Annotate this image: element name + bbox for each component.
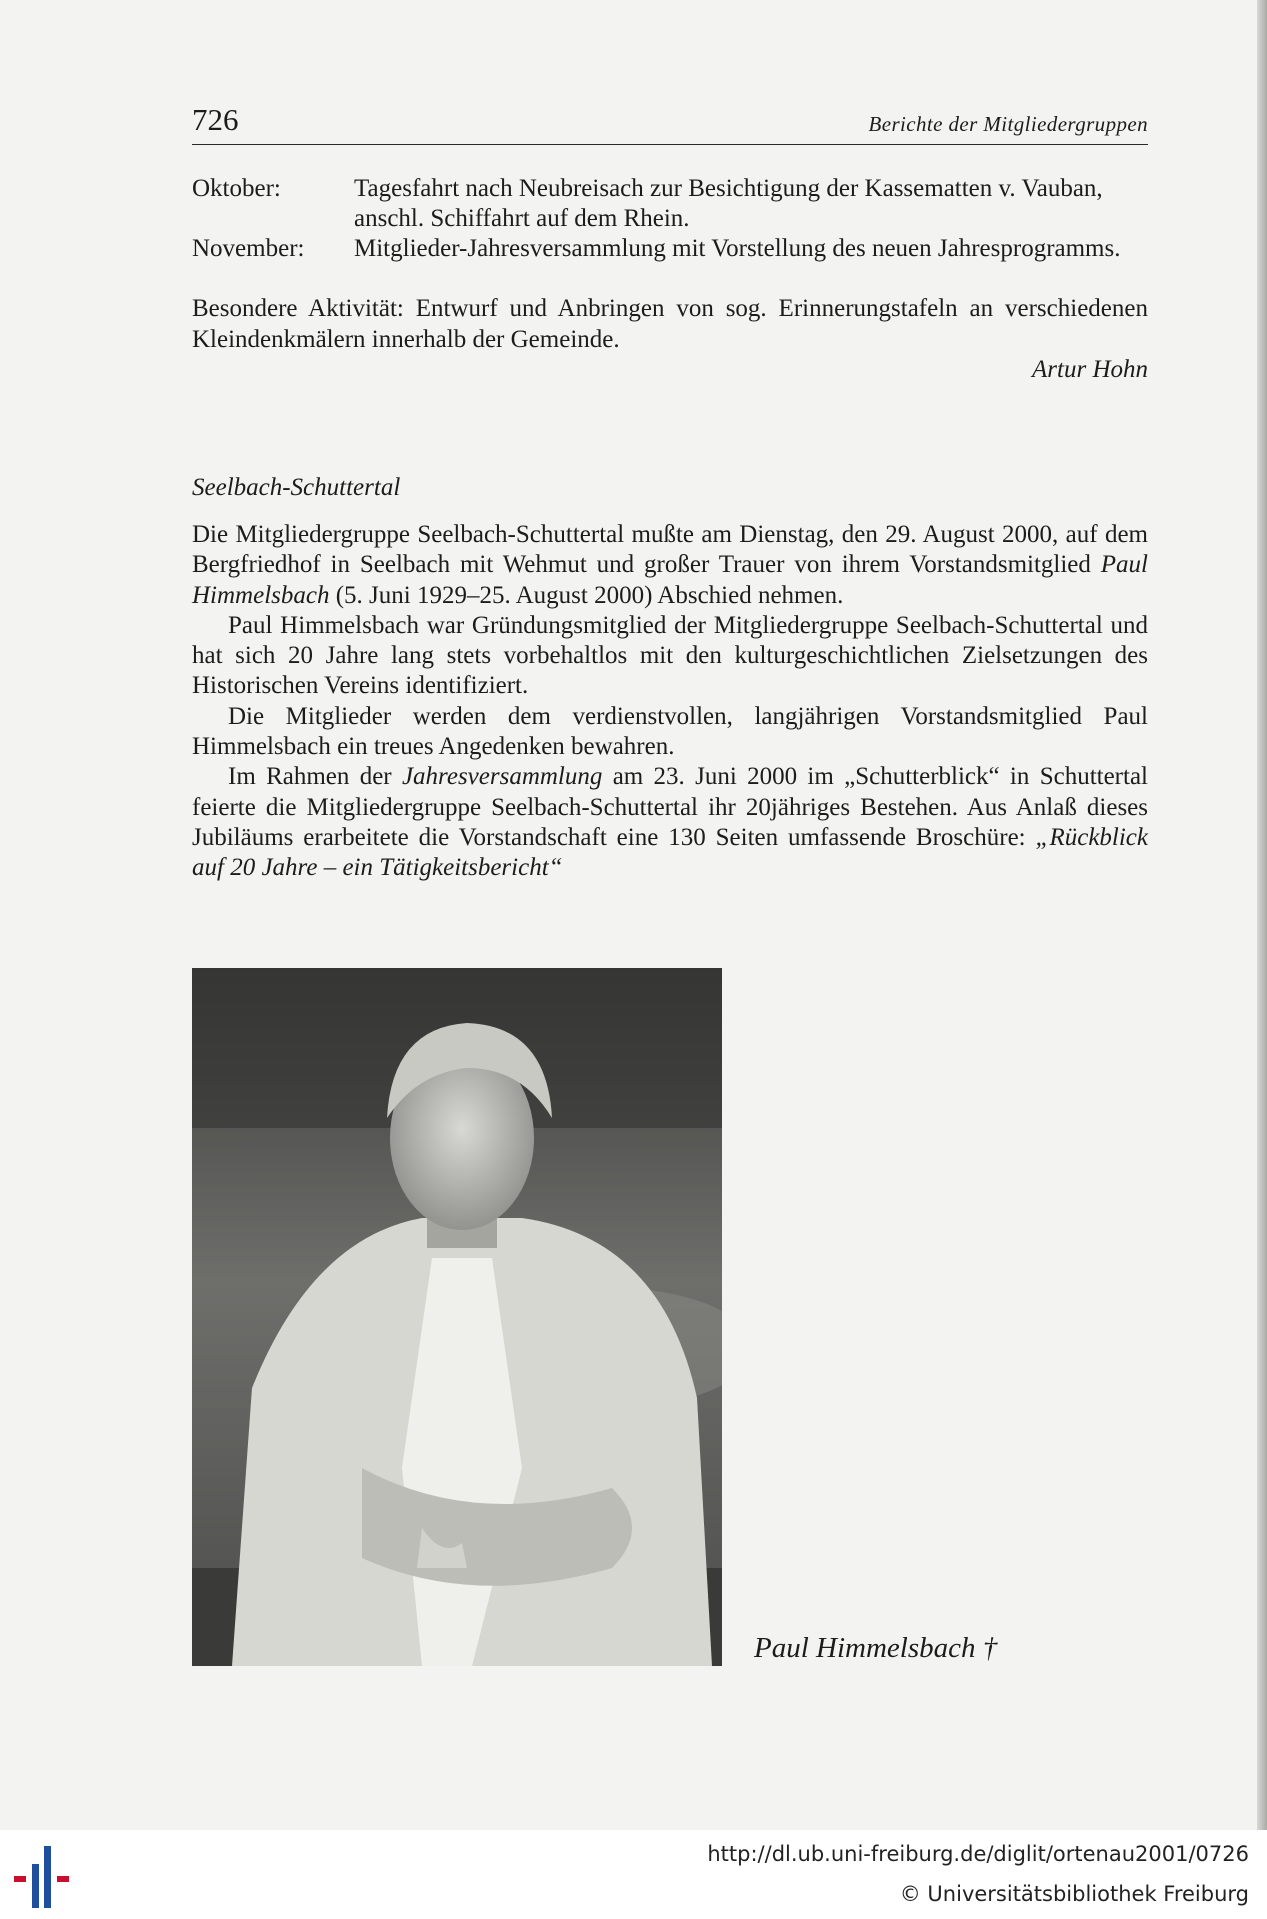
text-run: (5. Juni 1929–25. August 2000) Abschied nehmen. — [329, 581, 844, 609]
body-paragraph: Paul Himmelsbach war Gründungsmitglied der Mitgliedergruppe Seelbach-Schuttertal und hat sich 20 Jahre lang stets vorbehaltlos mit den kulturgeschichtlichen Zielsetzungen des Historischen Vereins identifiziert. — [192, 611, 1148, 700]
footer-url-link[interactable]: http://dl.ub.uni-freiburg.de/diglit/ortenau2001/0726 — [707, 1842, 1249, 1866]
portrait-photo-drawing — [192, 968, 722, 1666]
person-name: Paul Himmelsbach — [192, 551, 1148, 609]
text-run: Im Rahmen der — [228, 763, 402, 791]
entry-month: Oktober: — [192, 175, 281, 202]
special-activity-paragraph: Besondere Aktivität: Entwurf und Anbringen von sog. Erinnerungstafeln an verschiedenen Kleindenkmälern innerhalb der Gemeinde. — [192, 295, 1148, 353]
photo-caption: Paul Himmelsbach † — [754, 1632, 998, 1664]
page-number: 726 — [192, 102, 239, 137]
author-signature: Artur Hohn — [1032, 356, 1148, 383]
library-logo-icon — [14, 1842, 80, 1912]
footer-bar — [0, 1830, 1267, 1919]
body-paragraph: Die Mitglieder werden dem verdienstvollen, langjährigen Vorstandsmitglied Paul Himmelsbach ein treues Angedenken bewahren. — [192, 702, 1148, 761]
portrait-photo — [192, 968, 722, 1666]
entry-month: November: — [192, 235, 305, 262]
footer-copyright: © Universitätsbibliothek Freiburg — [899, 1882, 1249, 1906]
program-entry — [192, 234, 1148, 264]
text-run: am 23. Juni 2000 im „Schutterblick“ in Schuttertal feierte die Mitgliedergruppe Seelbach-Schuttertal ihr 20jähriges Bestehen. Aus Anlaß dieses Jubiläums erarbeitete die Vorstandschaft eine 130 Seiten umfassende Broschüre: — [192, 763, 1148, 851]
page-edge-shadow — [1257, 0, 1267, 1830]
body-paragraph — [192, 762, 1148, 883]
event-name: Jahresversammlung — [401, 763, 603, 791]
entry-text: Tagesfahrt nach Neubreisach zur Besichtigung der Kassematten v. Vauban, anschl. Schiffahrt auf dem Rhein. — [354, 175, 1103, 232]
section-heading: Seelbach-Schuttertal — [192, 474, 401, 501]
body-paragraph — [192, 520, 1148, 611]
running-head: Berichte der Mitgliedergruppen — [868, 112, 1148, 136]
entry-text: Mitglieder-Jahresversammlung mit Vorstellung des neuen Jahresprogramms. — [354, 235, 1121, 262]
program-entry — [192, 174, 1148, 234]
section-body — [192, 520, 1148, 884]
program-entries — [192, 174, 1148, 264]
page-header — [192, 98, 1148, 145]
brochure-title: „Rückblick auf 20 Jahre – ein Tätigkeitsbericht“ — [192, 823, 1148, 882]
text-run: Die Mitgliedergruppe Seelbach-Schuttertal mußte am Dienstag, den 29. August 2000, auf dem Bergfriedhof in Seelbach mit Wehmut und großer Trauer von ihrem Vorstandsmitglied — [192, 521, 1148, 579]
